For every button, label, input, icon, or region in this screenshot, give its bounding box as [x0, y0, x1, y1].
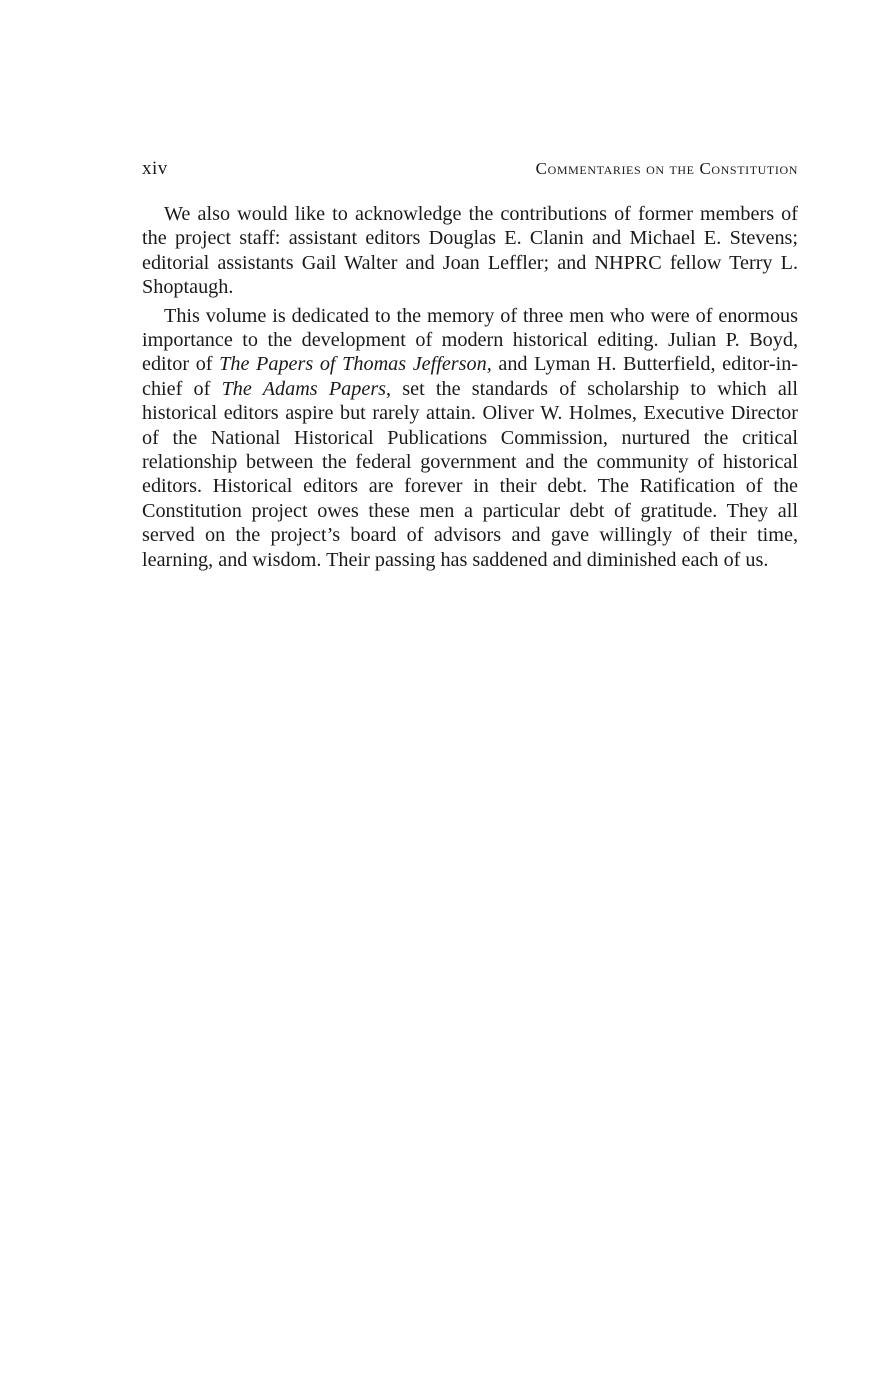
page-number: xiv — [142, 158, 168, 179]
italic-title-jefferson-papers: The Papers of Thomas Jefferson, — [219, 353, 492, 376]
dedication-text-part-2: and Lyman H. Butterfield, editor-in-chief of — [142, 353, 799, 400]
book-page — [142, 158, 798, 572]
dedication-text-part-3: , set the standards of scholarship to which all historical editors aspire but rarely attain. Oliver W. Holmes, Executive Director of the National Historical Publications Commission, nurtured the critical relationship between the federal government and the community of historical editors. Historical editors are forever in their debt. The Ratification of the Constitution project owes these men a particular debt of gratitude. They all served on the project’s board of advisors and gave willingly of their time, learning, and wisdom. Their passing has saddened and diminished each of us. — [142, 377, 799, 571]
paragraph-acknowledgments: We also would like to acknowledge the contributions of former members of the project staff: assistant editors Douglas E. Clanin and Michael E. Stevens; editorial assistants Gail Walter and Joan Leffler; and NHPRC fellow Terry L. Shoptaugh. — [142, 203, 798, 299]
body-text — [142, 202, 798, 572]
paragraph-dedication — [142, 304, 798, 572]
dedication-text-part-1: This volume is dedicated to the memory of three men who were of enormous importance to the development of modern historical editing. Julian P. Boyd, editor of — [142, 304, 798, 376]
running-head-title: Commentaries on the Constitution — [535, 159, 798, 178]
italic-title-adams-papers: The Adams Papers — [221, 377, 387, 400]
running-head — [142, 158, 798, 188]
